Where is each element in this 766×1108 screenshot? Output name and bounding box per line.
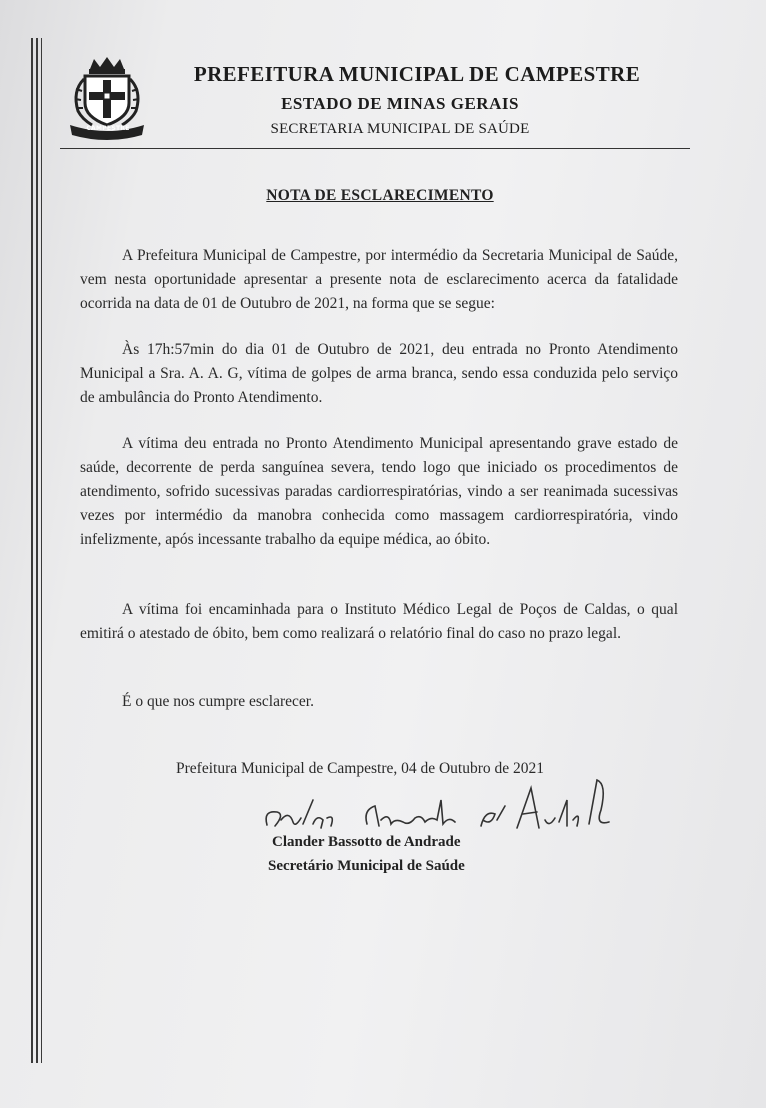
crest-ribbon-text: CAMPESTRE (86, 125, 130, 132)
place-and-date: Prefeitura Municipal de Campestre, 04 de Outubro de 2021 (176, 760, 545, 777)
document-title: NOTA DE ESCLARECIMENTO (266, 187, 494, 204)
signer-name: Clander Bassotto de Andrade (272, 834, 461, 850)
paragraph: A Prefeitura Municipal de Campestre, por intermédio da Secretaria Municipal de Saúde, vem nesta oportunidade apresentar a presente nota de esclarecimento acerca da fatalidade ocorrida na data de 01 de Outubro de 2021, na forma que se segue: (80, 247, 678, 312)
paragraph: A vítima deu entrada no Pronto Atendimento Municipal apresentando grave estado de saúde, decorrente de perda sanguínea severa, tendo logo que iniciado os procedimentos de atendimento, sofrido sucessivas paradas cardiorrespiratórias, vindo a ser reanimada sucessivas vezes por intermédio da manobra conhecida como massagem cardiorrespiratória, vindo infelizmente, após incessante trabalho da equipe médica, ao óbito. (80, 435, 678, 548)
signer-role: Secretário Municipal de Saúde (268, 858, 465, 874)
margin-line (31, 38, 33, 1063)
header-state: ESTADO DE MINAS GERAIS (281, 94, 519, 113)
handwritten-signature (255, 770, 625, 840)
paragraph: É o que nos cumpre esclarecer. (122, 693, 314, 710)
header-divider (60, 148, 690, 149)
header-title: PREFEITURA MUNICIPAL DE CAMPESTRE (193, 62, 641, 86)
paragraph: Às 17h:57min do dia 01 de Outubro de 2021, deu entrada no Pronto Atendimento Municipal a Sra. A. A. G, vítima de golpes de arma branca, sendo essa conduzida pelo serviço de ambulância do Pronto Atendimento. (80, 341, 678, 406)
paragraph: A vítima foi encaminhada para o Instituto Médico Legal de Poços de Caldas, o qual emitirá o atestado de óbito, bem como realizará o relatório final do caso no prazo legal. (80, 601, 678, 642)
margin-line (36, 38, 38, 1063)
margin-line (41, 38, 42, 1063)
header-department: SECRETARIA MUNICIPAL DE SAÚDE (270, 121, 530, 137)
